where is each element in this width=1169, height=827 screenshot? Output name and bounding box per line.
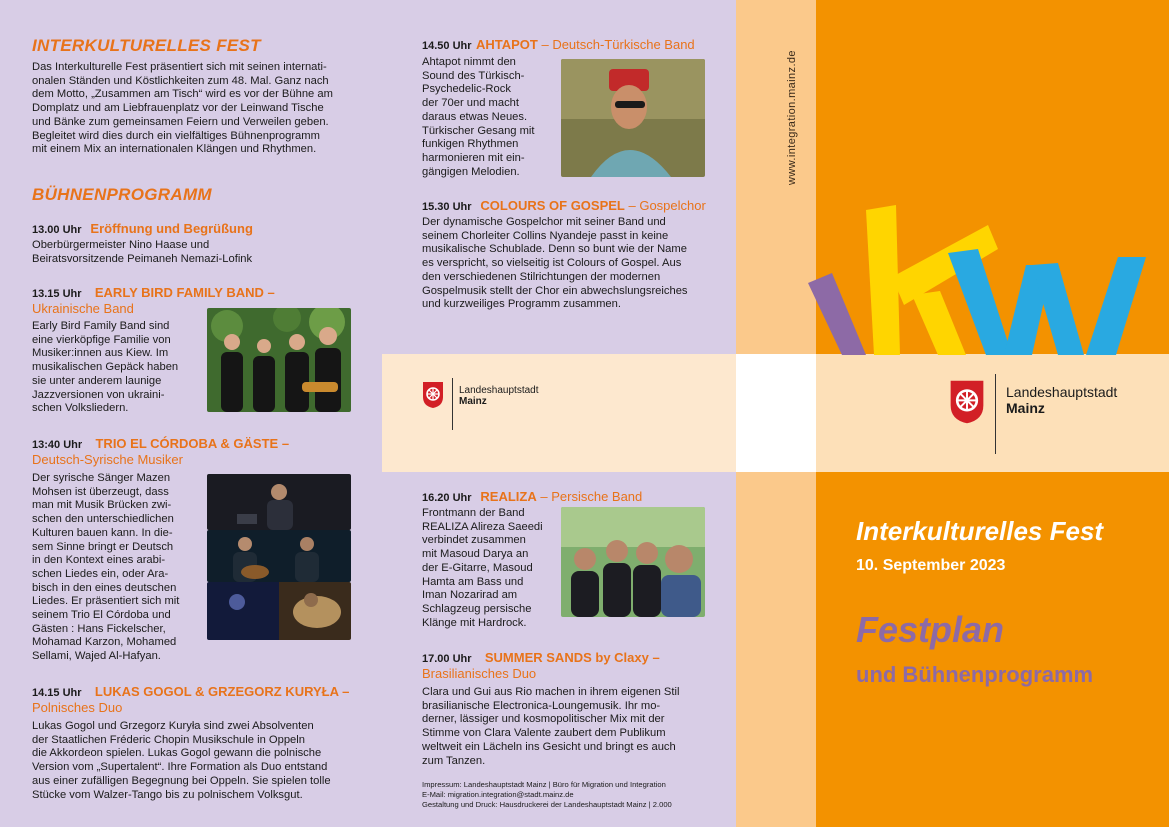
trio-photo-2 <box>207 530 351 582</box>
event-opening-header: 13.00 Uhr Eröffnung und Begrüßung <box>32 221 253 236</box>
event-trio-header: 13:40 Uhr TRIO EL CÓRDOBA & GÄSTE – <box>32 436 290 451</box>
intro-text: Das Interkulturelle Fest präsentiert sich mit seinen internati- onalen Ständen und Köstlichkeiten zum 48. Mal. Ganz nach dem Motto, „Zusammen am Tisch“ wird es vor der Bühne am Domplatz und am Liebfrauenplatz vor der Leinwand Tische und Bänke zum gemeinsamen Feiern und Verweilen geben. Begleitet wird dies durch ein vielfältiges Bühnenprogramm mit einem Mix an internationalen Klängen und Rhythmen. <box>32 61 333 156</box>
event-ahtapot-header: 14.50 Uhr AHTAPOT – Deutsch-Türkische Band <box>422 37 695 52</box>
realiza-photo <box>561 507 705 617</box>
logo-small-text: Landeshauptstadt Mainz <box>459 385 539 407</box>
program-heading: BÜHNENPROGRAMM <box>32 185 212 204</box>
cover-date: 10. September 2023 <box>856 557 1006 574</box>
logo-divider <box>452 378 453 430</box>
cover-logo-divider <box>995 374 996 454</box>
event-opening-text: Oberbürgermeister Nino Haase und Beiratsvorsitzende Peimaneh Nemazi-Lofink <box>32 239 253 265</box>
event-ahtapot-text: Ahtapot nimmt den Sound des Türkisch- Psychedelic-Rock der 70er und macht daraus etwas Neues. Türkischer Gesang mit funkigen Rhythmen harmonieren mit ein- gängigen Melodien. <box>422 56 535 178</box>
event-trio-sub: Deutsch-Syrische Musiker <box>32 452 183 467</box>
event-gospel-header: 15.30 Uhr COLOURS OF GOSPEL – Gospelchor <box>422 198 706 213</box>
ahtapot-photo <box>561 59 705 177</box>
kw-logo-graphic <box>800 205 1169 365</box>
impressum: Impressum: Landeshauptstadt Mainz | Büro für Migration und Integration E-Mail: migration.integration@stadt.mainz.de Gestaltung und Druck: Hausdruckerei der Landeshauptstadt Mainz | 2.000 <box>422 780 672 809</box>
event-early-bird-sub: Ukrainische Band <box>32 301 134 316</box>
website-url: www.integration.mainz.de <box>786 50 798 185</box>
event-early-bird-text: Early Bird Family Band sind eine vierköpfige Familie von Musiker:innen aus Kiew. Im musikalischen Gepäck haben sie unter anderem launige Jazzversionen von ukraini- schen Volksliedern. <box>32 320 179 415</box>
event-gogol-sub: Polnisches Duo <box>32 700 123 715</box>
trio-photo-1 <box>207 474 351 530</box>
cover-logo-text: Landeshauptstadt Mainz <box>1006 384 1118 416</box>
event-summer-sands-sub: Brasilianisches Duo <box>422 666 537 681</box>
cover-title: Interkulturelles Fest <box>856 516 1104 546</box>
event-realiza-text: Frontmann der Band REALIZA Alireza Saeedi verbindet zusammen mit Masoud Darya an der E-Gitarre, Masoud Hamta am Bass und Iman Nozarirad am Schlagzeug persische Klänge mit Hardrock. <box>422 507 543 629</box>
fest-heading: INTERKULTURELLES FEST <box>32 36 261 55</box>
middle-band-spine <box>736 354 816 472</box>
event-summer-sands-text: Clara und Gui aus Rio machen in ihrem eigenen Stil brasilianische Electronica-Loungemusik. Ihr mo- derner, lässiger und kosmopolitischer Mix mit der Stimme von Clara Valente zaubert dem Publikum weltweit ein Lächeln ins Gesicht und bringt es auch zum Tanzen. <box>422 686 680 767</box>
event-trio-text: Der syrische Sänger Mazen Mohsen ist überzeugt, dass man mit Musik Brücken zwi- schen den unterschiedlichen Kulturen bauen kann. In die- sem Sinne bringt er Deutsch in den Kontext eines arabi- schen Liedes ein, oder Ara- bisch in den eines deutschen Liedes. Er präsentiert sich mit seinem Trio El Córdoba und Gästen : Hans Fickelscher, Mohamad Karzon, Mohamed Sellami, Wajed Al-Hafyan. <box>32 472 180 663</box>
event-gospel-text: Der dynamische Gospelchor mit seiner Band und seinem Chorleiter Collins Nyandeje passt in keine musikalische Schublade. Denn so bunt wie der Name es verspricht, so vielseitig ist Colours of Gospel. Aus den verschiedenen Stilrichtungen der modernen Gospelmusik stellt der Chor ein abwechslungsreiches und kurzweiliges Programm zusammen. <box>422 216 688 311</box>
festplan-subtitle: und Bühnenprogramm <box>856 662 1094 687</box>
event-realiza-header: 16.20 Uhr REALIZA – Persische Band <box>422 489 643 504</box>
mainz-wheel-crest-icon <box>422 381 444 409</box>
mainz-wheel-crest-large-icon <box>949 379 985 425</box>
trio-photo-3 <box>207 582 351 640</box>
event-summer-sands-header: 17.00 Uhr SUMMER SANDS by Claxy – <box>422 650 660 665</box>
mainz-logo-large <box>949 379 985 430</box>
early-bird-band-photo <box>207 308 351 412</box>
event-gogol-header: 14.15 Uhr LUKAS GOGOL & GRZEGORZ KURYŁA – <box>32 684 350 699</box>
festplan-title: Festplan <box>856 609 1005 650</box>
mainz-logo-small <box>422 381 444 414</box>
event-early-bird-header: 13.15 Uhr EARLY BIRD FAMILY BAND – <box>32 285 275 300</box>
event-gogol-text: Lukas Gogol und Grzegorz Kuryła sind zwei Absolventen der Staatlichen Fréderic Chopin Musikschule in Oppeln die Akkordeon spielen. Lukas Gogol gewann die polnische Version vom „Supertalent“. Ihre Formation als Duo entstand aus einer zufälligen Begegnung bei Oppeln. Sie spielen tolle Stücke vom Walzer-Tango bis zu polnischem Volksgut. <box>32 720 331 801</box>
